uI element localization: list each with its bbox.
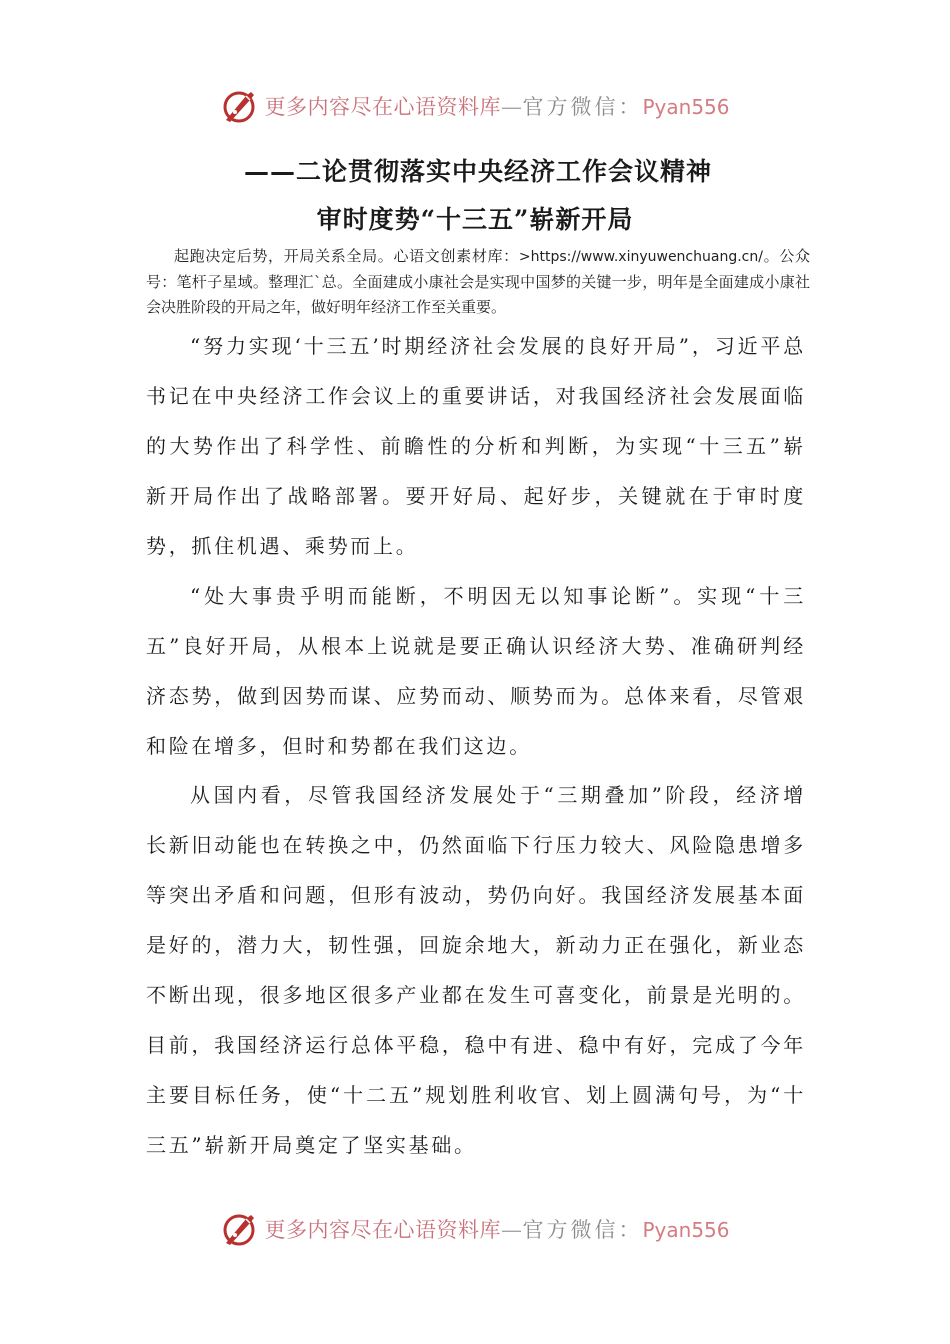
source-url: >https://www.xinyuwenchuang.cn/ xyxy=(518,249,763,265)
main-title: 审时度势“十三五”崭新开局 xyxy=(316,205,634,234)
footer-banner xyxy=(0,1207,950,1251)
pen-circle-logo-icon xyxy=(220,86,260,126)
paragraph-2: “处大事贵乎明而能断，不明因无以知事论断”。实现“十三五”良好开局，从根本上说就是要正确认识经济大势、准确研判经济态势，做到因势而谋、应势而动、顺势而为。总体来看，尽管艰和险在增多，但时和势都在我们这边。 xyxy=(146,584,806,758)
paragraph-3: 从国内看，尽管我国经济发展处于“三期叠加”阶段，经济增长新旧动能也在转换之中，仍然面临下行压力较大、风险隐患增多等突出矛盾和问题，但形有波动，势仍向好。我国经济发展基本面是好的，潜力大，韧性强，回旋余地大，新动力正在强化，新业态不断出现，很多地区很多产业都在发生可喜变化，前景是光明的。目前，我国经济运行总体平稳，稳中有进、稳中有好，完成了今年主要目标任务，使“十二五”规划胜利收官、划上圆满句号，为“十三五”崭新开局奠定了坚实基础。 xyxy=(146,783,806,1157)
banner-text: 更多内容尽在心语资料库—官方微信：Pyan556 xyxy=(264,1218,730,1242)
header-banner xyxy=(0,84,950,128)
pen-circle-logo-icon xyxy=(220,1209,260,1249)
intro-note: 起跑决定后势，开局关系全局。心语文创素材库：>https://www.xinyuwenchuang.cn/。公众号：笔杆子星域。整理汇`总。全面建成小康社会是实现中国梦的关键一步，明年是全面建成小康社会决胜阶段的开局之年，做好明年经济工作至关重要。 xyxy=(146,247,810,316)
subtitle-heading: ——二论贯彻落实中央经济工作会议精神 xyxy=(243,157,712,186)
paragraph-1: “努力实现‘十三五’时期经济社会发展的良好开局”，习近平总书记在中央经济工作会议上的重要讲话，对我国经济社会发展面临的大势作出了科学性、前瞻性的分析和判断，为实现“十三五”崭新开局作出了战略部署。要开好局、起好步，关键就在于审时度势，抓住机遇、乘势而上。 xyxy=(146,334,806,558)
banner-text: 更多内容尽在心语资料库—官方微信：Pyan556 xyxy=(264,95,730,119)
